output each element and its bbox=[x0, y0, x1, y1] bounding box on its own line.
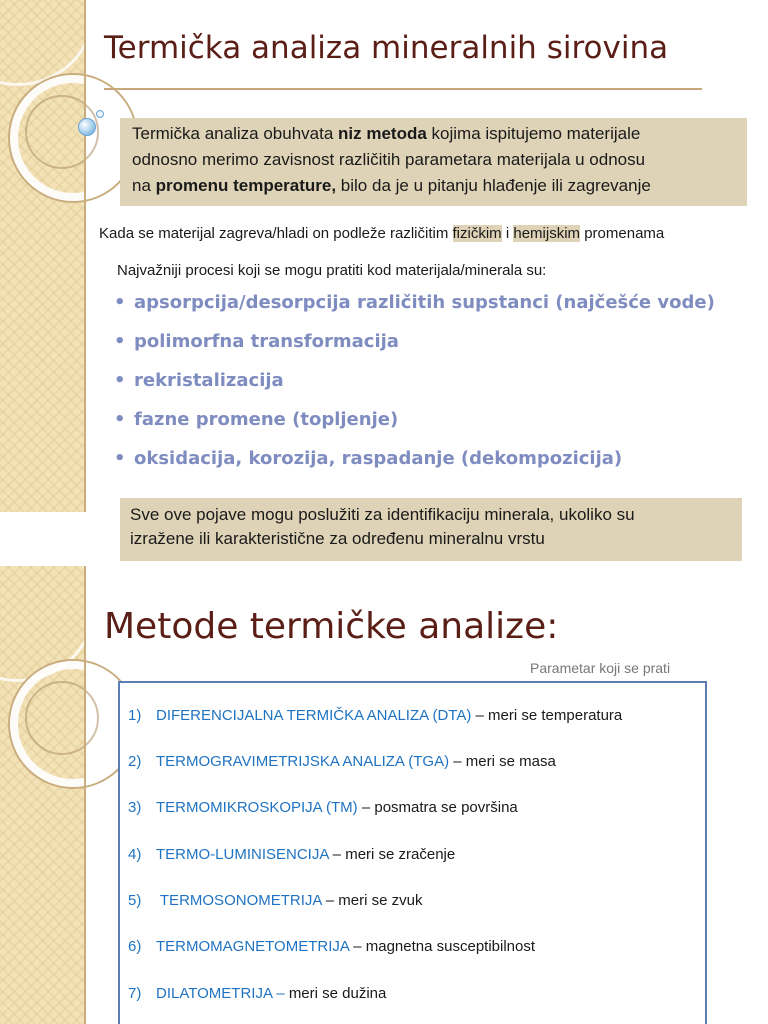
list-item: 6) TERMOMAGNETOMETRIJA – magnetna susceptibilnost bbox=[128, 938, 536, 955]
list-item: 4) TERMO-LUMINISENCIJA – meri se zračenje bbox=[128, 846, 456, 863]
intro-line-1: Termička analiza obuhvata niz metoda kojima ispitujemo materijale bbox=[132, 124, 641, 143]
sidebar-divider bbox=[84, 566, 86, 1024]
decorative-ring-large bbox=[0, 0, 96, 86]
bold-term: niz metoda bbox=[338, 124, 427, 143]
bubble-icon bbox=[78, 118, 96, 136]
title-underline bbox=[104, 88, 702, 90]
methods-list bbox=[118, 681, 707, 1024]
processes-list bbox=[114, 290, 715, 485]
chemical-term: hemijskim bbox=[513, 225, 581, 242]
list-item: 3) TERMOMIKROSKOPIJA (TM) – posmatra se površina bbox=[128, 799, 518, 816]
bold-term: promenu temperature, bbox=[155, 176, 337, 195]
changes-sentence: Kada se materijal zagreva/hladi on podleže različitim fizičkim i hemijskim promenama bbox=[99, 225, 665, 242]
decorative-ring-small bbox=[25, 681, 99, 755]
list-item: • rekristalizacija bbox=[114, 368, 715, 407]
processes-intro: Najvažniji procesi koji se mogu pratiti kod materijala/minerala su: bbox=[117, 262, 547, 279]
list-item: 1) DIFERENCIJALNA TERMIČKA ANALIZA (DTA) – meri se temperatura bbox=[128, 707, 623, 724]
bullet-icon: • bbox=[114, 448, 126, 469]
list-item: 2) TERMOGRAVIMETRIJSKA ANALIZA (TGA) – meri se masa bbox=[128, 753, 556, 770]
list-item: • polimorfna transformacija bbox=[114, 329, 715, 368]
decorative-sidebar bbox=[0, 0, 85, 512]
bullet-icon: • bbox=[114, 409, 126, 430]
conclusion-box bbox=[120, 498, 742, 561]
list-item: • fazne promene (topljenje) bbox=[114, 407, 715, 446]
sidebar-divider bbox=[84, 0, 86, 512]
physical-term: fizičkim bbox=[452, 225, 502, 242]
intro-box bbox=[120, 118, 747, 206]
intro-line-2: odnosno merimo zavisnost različitih parametara materijala u odnosu bbox=[132, 150, 646, 169]
list-item: • oksidacija, korozija, raspadanje (dekompozicija) bbox=[114, 446, 715, 485]
parameter-label: Parametar koji se prati bbox=[530, 660, 671, 676]
list-item: 5) TERMOSONOMETRIJA – meri se zvuk bbox=[128, 892, 423, 909]
conclusion-line-2: izražene ili karakteristične za određenu mineralnu vrstu bbox=[130, 529, 545, 548]
slide-title: Termička analiza mineralnih sirovina bbox=[104, 30, 669, 66]
decorative-sidebar bbox=[0, 566, 85, 1024]
bullet-icon: • bbox=[114, 331, 126, 352]
slide-title: Metode termičke analize: bbox=[104, 606, 559, 647]
list-item: 7) DILATOMETRIJA – meri se dužina bbox=[128, 985, 387, 1002]
conclusion-line-1: Sve ove pojave mogu poslužiti za identifikaciju minerala, ukoliko su bbox=[130, 505, 635, 524]
intro-line-3: na promenu temperature, bilo da je u pitanju hlađenje ili zagrevanje bbox=[132, 176, 651, 195]
list-item: • apsorpcija/desorpcija različitih supstanci (najčešće vode) bbox=[114, 290, 715, 329]
slide-2 bbox=[0, 566, 768, 1024]
bullet-icon: • bbox=[114, 370, 126, 391]
bubble-small-icon bbox=[96, 110, 104, 118]
bullet-icon: • bbox=[114, 292, 126, 313]
